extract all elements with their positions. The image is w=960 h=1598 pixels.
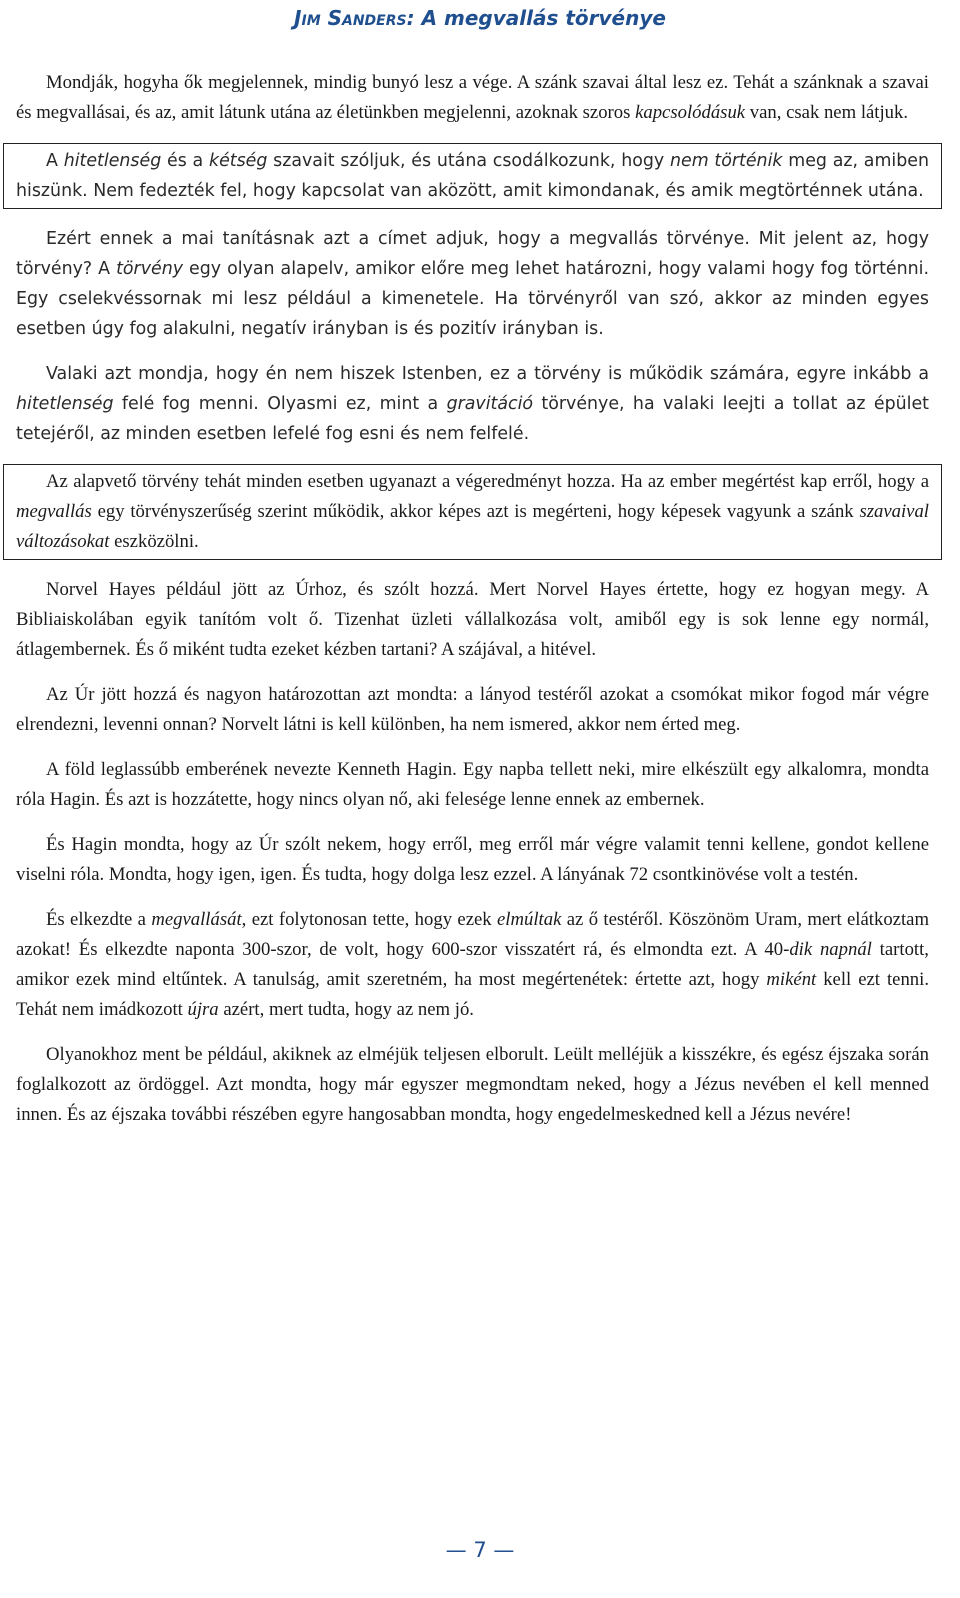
header-author: Jim Sanders:	[294, 6, 415, 30]
page-body	[16, 68, 929, 1130]
header-title: A megvallás törvénye	[421, 6, 666, 30]
paragraph-1: Mondják, hogyha ők megjelennek, mindig bunyó lesz a vége. A szánk szavai által lesz ez. Tehát a szánknak a szavai és megvallásai, és az, amit látunk utána az életünkben megjelenni, azoknak szoros kapcsolódásuk van, csak nem látjuk.	[16, 72, 929, 123]
paragraph-7: Az Úr jött hozzá és nagyon határozottan azt mondta: a lányod testéről azokat a csomókat mikor fogod már végre elrendezni, levenni onnan? Norvelt látni is kell különben, ha nem ismered, akkor nem érted meg.	[16, 684, 929, 735]
page-number: — 7 —	[445, 1538, 515, 1562]
paragraph-11: Olyanokhoz ment be például, akiknek az elméjük teljesen elborult. Leült melléjük a kisszékre, és egész éjszaka során foglalkozott az ördöggel. Azt mondta, hogy már egyszer megmondtam neked, hogy a Jézus nevében el kell menned innen. És az éjszaka további részében egyre hangosabban mondta, hogy engedelmeskedned kell a Jézus nevére!	[16, 1044, 929, 1125]
paragraph-4: Valaki azt mondja, hogy én nem hiszek Istenben, ez a törvény is működik számára, egyre inkább a hitetlenség felé fog menni. Olyasmi ez, mint a gravitáció törvénye, ha valaki leejti a tollat az épület tetejéről, az minden esetben lefelé fog esni és nem felfelé.	[16, 364, 929, 444]
paragraph-2: A hitetlenség és a kétség szavait szóljuk, és utána csodálkozunk, hogy nem történik meg az, amiben hiszünk. Nem fedezték fel, hogy kapcsolat van aközött, amit kimondanak, és amik megtörténnek utána.	[16, 151, 929, 201]
paragraph-6: Norvel Hayes például jött az Úrhoz, és szólt hozzá. Mert Norvel Hayes értette, hogy ez hogyan megy. A Bibliaiskolában egyik tanítóm volt ő. Tizenhat üzleti vállalkozása volt, amiből egy is sok lenne egy normál, átlagembernek. És ő miként tudta ezeket kézben tartani? A szájával, a hitével.	[16, 579, 929, 660]
boxed-paragraph-1	[3, 143, 942, 209]
running-header	[0, 2, 960, 34]
paragraph-3: Ezért ennek a mai tanításnak azt a címet adjuk, hogy a megvallás törvénye. Mit jelent az, hogy törvény? A törvény egy olyan alapelv, amikor előre meg lehet határozni, hogy valami hogy fog történni. Egy cselekvéssornak mi lesz például a kimenetele. Ha törvényről van szó, akkor az minden egyes esetben úgy fog alakulni, negatív irányban is és pozitív irányban is.	[16, 229, 929, 339]
paragraph-9: És Hagin mondta, hogy az Úr szólt nekem, hogy erről, meg erről már végre valamit tenni kellene, gondot kellene viselni róla. Mondta, hogy igen, igen. És tudta, hogy dolga lesz ezzel. A lányának 72 csontkinövése volt a testén.	[16, 834, 929, 885]
boxed-paragraph-2	[3, 464, 942, 560]
paragraph-5: Az alapvető törvény tehát minden esetben ugyanazt a végeredményt hozza. Ha az ember megértést kap erről, hogy a megvallás egy törvényszerűség szerint működik, akkor képes azt is megérteni, hogy képesek vagyunk a szánk szavaival változásokat eszközölni.	[16, 471, 929, 552]
paragraph-8: A föld leglassúbb emberének nevezte Kenneth Hagin. Egy napba tellett neki, mire elkészült egy alkalomra, mondta róla Hagin. És azt is hozzátette, hogy nincs olyan nő, aki felesége lenne ennek az embernek.	[16, 759, 929, 810]
paragraph-10: És elkezdte a megvallását, ezt folytonosan tette, hogy ezek elmúltak az ő testéről. Köszönöm Uram, mert elátkoztam azokat! És elkezdte naponta 300-szor, de volt, hogy 600-szor visszatért rá, és elmondta ezt. A 40-dik napnál tartott, amikor ezek mind eltűntek. A tanulság, amit szeretném, ha most megértenétek: értette azt, hogy miként kell ezt tenni. Tehát nem imádkozott újra azért, mert tudta, hogy az nem jó.	[16, 909, 929, 1020]
